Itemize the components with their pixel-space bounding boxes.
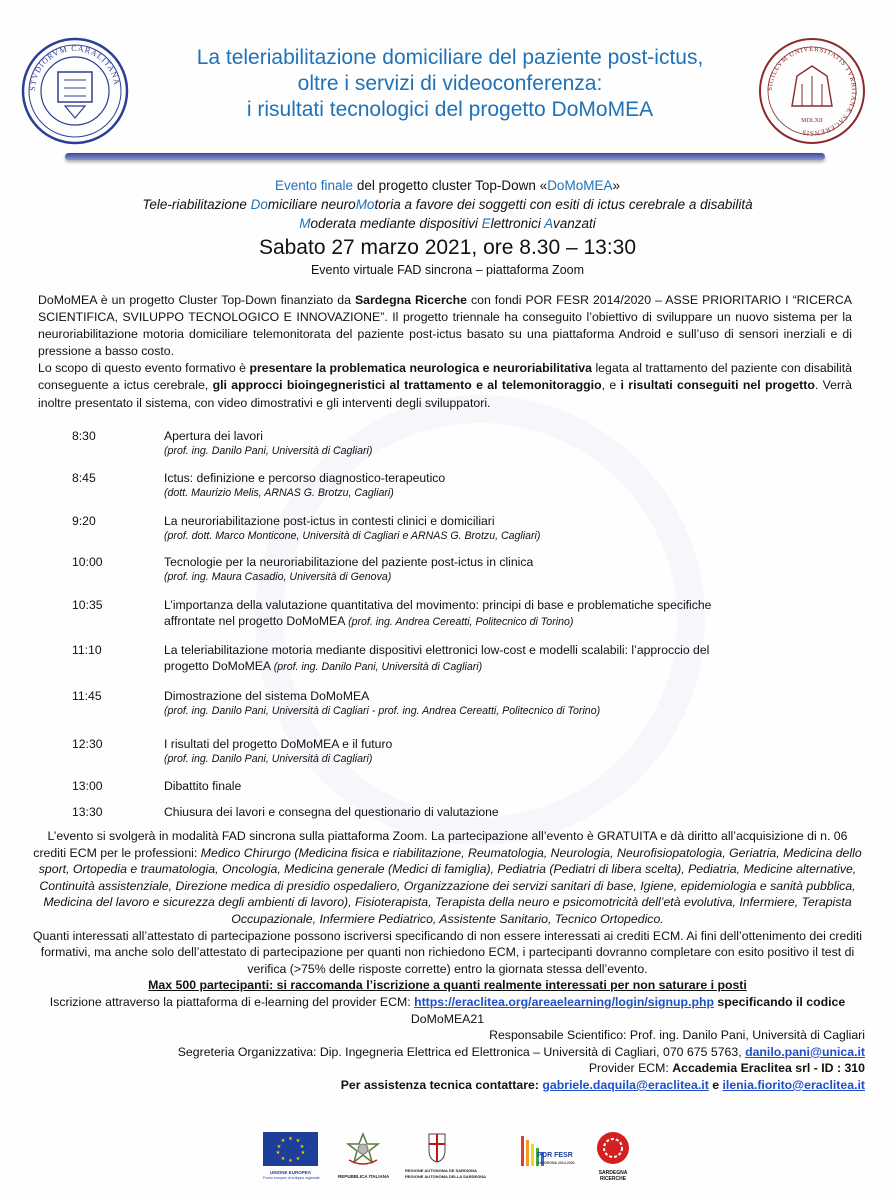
svg-text:★: ★ [300, 1150, 306, 1156]
seal-right-text: SIGILLVM UNIVERSITATIS TVRRITANÆ SACERENSIS [765, 44, 859, 138]
program-item: 13:00 Dibattito finale [72, 779, 242, 793]
assistance-email-1-link[interactable]: gabriele.daquila@eraclitea.it [542, 1077, 709, 1092]
university-cagliari-seal [20, 36, 130, 146]
program-item: 10:00 Tecnologie per la neuroriabilitazione del paziente post-ictus in clinica (prof. ing. Maura Casadio, Università di Genova) [72, 555, 534, 583]
subtitle-line-3: Moderata mediante dispositivi Elettronici Avanzati [299, 216, 596, 231]
svg-text:★: ★ [295, 1138, 301, 1144]
program-item: 9:20 La neuroriabilitazione post-ictus in contesti clinici e domiciliari (prof. dott. Marco Monticone, Università di Cagliari e ARNAS G. Brotzu, Cagliari) [72, 514, 541, 542]
program-item: 10:35 L’importanza della valutazione quantitativa del movimento: principi di base e problematiche specifiche affrontate nel progetto DoMoMEA (prof. ing. Andrea Cereatti, Politecnico di Torino) [72, 598, 712, 628]
ecm-provider: Provider ECM: Accademia Eraclitea srl - ID : 310 [588, 1061, 865, 1076]
eu-logo: ★ ★ ★ ★ ★ ★ ★ ★ ★ ★ UNIONE EUROPEA Fondo europeo di sviluppo regionale [263, 1130, 318, 1190]
sardinia-shield-icon [405, 1130, 469, 1164]
italian-emblem-icon [343, 1130, 383, 1168]
sardegna-ricerche-circle-icon [591, 1130, 635, 1168]
seal-right-year: MDLXII [801, 118, 823, 124]
svg-text:★: ★ [280, 1156, 286, 1162]
subtitle-line-1: Evento finale del progetto cluster Top-Down «DoMoMEA» [275, 178, 620, 193]
title-line-2: oltre i servizi di videoconferenza: [297, 72, 603, 95]
signup-link[interactable]: https://eraclitea.org/areaelearning/login/signup.php [414, 994, 715, 1009]
svg-text:★: ★ [280, 1138, 286, 1144]
italian-republic-logo: REPUBBLICA ITALIANA [343, 1130, 383, 1190]
program-item: 13:30 Chiusura dei lavori e consegna del questionario di valutazione [72, 805, 499, 819]
program-item: 11:45 Dimostrazione del sistema DoMoMEA (prof. ing. Danilo Pani, Università di Cagliari - prof. ing. Andrea Cereatti, Politecnico di Torino) [72, 689, 601, 717]
program-item: 12:30 I risultati del progetto DoMoMEA e il futuro (prof. ing. Danilo Pani, Università di Cagliari) [72, 737, 393, 765]
title-line-1: La teleriabilitazione domiciliare del paziente post-ictus, [196, 46, 704, 69]
sponsor-logos [255, 1130, 635, 1190]
program-item: 11:10 La teleriabilitazione motoria mediante dispositivi elettronici low-cost e modelli scalabili: l’approccio del progetto DoMoMEA (prof. ing. Danilo Pani, Università di Cagliari) [72, 643, 710, 673]
por-fesr-logo: POR FESR SARDEGNA 2014-2020 [517, 1130, 577, 1190]
assistance-email-2-link[interactable]: ilenia.fiorito@eraclitea.it [722, 1077, 865, 1092]
max-participants: Max 500 partecipanti: si raccomanda l’iscrizione a quanti realmente interessati per non saturare i posti [148, 978, 747, 993]
university-sassari-seal [757, 36, 867, 146]
sardinia-region-logo: REGIONE AUTONOMA DE SARDIGNA REGIONE AUTONOMA DELLA SARDEGNA [405, 1130, 469, 1190]
ecm-paragraph: L’evento si svolgerà in modalità FAD sincrona sulla piattaforma Zoom. La partecipazione all’evento è GRATUITA e dà diritto all’acquisizione di n. 06 crediti ECM per le professioni: Medico Chirurgo (Medicina fisica e riabilitazione, Reumatologia, Neurologia, Neurofisiopatologia, Geriatria, Medicina dello sport, Ortopedia e traumatologia, Oncologia, Medicina generale (Medici di famiglia), Pediatria (Pediatri di libera scelta), Pediatria, Medicine alternative, Continuità assistenziale, Direzione medica di presidio ospedaliero, Organizzazione dei servizi sanitari di base, Igiene, epidemiologia e sanità pubblica, Medicina del lavoro e sicurezza degli ambienti di lavoro), Fisioterapista, Terapista della neuro e psicomotricità dell’età evolutiva, Infermiere, Terapista Occupazionale, Infermiere Pediatrico, Assistente Sanitario, Tecnico Ortopedico. [33, 829, 862, 926]
seal-left-text: STVDIORVM CARALITANA [27, 43, 122, 92]
svg-text:★: ★ [275, 1150, 281, 1156]
svg-text:★: ★ [299, 1144, 305, 1150]
svg-text:★: ★ [295, 1156, 301, 1162]
eu-flag-icon [263, 1130, 318, 1166]
intro-paragraph-1: DoMoMEA è un progetto Cluster Top-Down finanziato da Sardegna Ricerche con fondi POR FESR 2014/2020 – ASSE PRIORITARIO I “RICERCA SCIENTIFICA, SVILUPPO TECNOLOGICO E INNOVAZIONE”. Il progetto triennale ha conseguito l’obiettivo di sviluppare un nuovo sistema per la neuroriabilitazione motoria domiciliare telemonitorata del paziente post-ictus basato su una piattaforma Android e sull’uso di sensori inerziali e di pressione a basso costo. [38, 293, 853, 359]
registration-info: Iscrizione attraverso la piattaforma di e-learning del provider ECM: https://eraclitea.org/areaelearning/login/signup.php specificando il codice DoMoMEA21 [49, 994, 846, 1026]
sardegna-ricerche-logo: SARDEGNA RICERCHE [591, 1130, 635, 1190]
secretariat-email-link[interactable]: danilo.pani@unica.it [745, 1044, 865, 1059]
footer-info [30, 828, 865, 1094]
organizing-secretariat: Segreteria Organizzativa: Dip. Ingegneria Elettrica ed Elettronica – Università di Cagliari, 070 675 5763, danilo.pani@unica.it [177, 1044, 865, 1059]
event-date: Sabato 27 marzo 2021, ore 8.30 – 13:30 [258, 236, 637, 259]
event-location: Evento virtuale FAD sincrona – piattaforma Zoom [310, 263, 585, 277]
intro-text [38, 292, 852, 412]
svg-text:★: ★ [276, 1144, 282, 1150]
attestato-paragraph: Quanti interessati all’attestato di partecipazione possono iscriversi specificando di non essere interessati ai crediti ECM. Ai fini dell’ottenimento dei crediti formativi, ma anche solo dell’attestato di partecipazione per quanti non richiedono ECM, i partecipanti dovranno completare con esito positivo il test di verifica (>75% delle risposte corrette) entro la giornata stessa dell’evento. [32, 928, 863, 976]
svg-text:★: ★ [288, 1136, 293, 1142]
title-line-3: i risultati tecnologici del progetto DoMoMEA [246, 98, 654, 121]
page-title [140, 45, 760, 123]
intro-paragraph-2: Lo scopo di questo evento formativo è presentare la problematica neurologica e neuroriabilitativa legata al trattamento del paziente con disabilità conseguente a ictus cerebrale, gli approcci bioingegneristici al trattamento e al telemonitoraggio, e i risultati conseguiti nel progetto. Verrà inoltre presentato il sistema, con video dimostrativi e gli interventi degli sviluppatori. [38, 361, 852, 410]
subtitle-line-2: Tele-riabilitazione Domiciliare neuroMotoria a favore dei soggetti con esiti di ictus cerebrale a disabilità [142, 197, 753, 212]
tech-assistance: Per assistenza tecnica contattare: gabriele.daquila@eraclitea.it e ilenia.fiorito@eraclitea.it [340, 1077, 865, 1092]
scientific-manager: Responsabile Scientifico: Prof. ing. Danilo Pani, Università di Cagliari [489, 1028, 865, 1043]
program-item: 8:45 Ictus: definizione e percorso diagnostico-terapeutico (dott. Maurizio Melis, ARNAS G. Brotzu, Cagliari) [72, 471, 446, 499]
program-item: 8:30 Apertura dei lavori (prof. ing. Danilo Pani, Università di Cagliari) [72, 429, 373, 457]
svg-text:★: ★ [288, 1158, 293, 1164]
header-divider [65, 153, 825, 160]
